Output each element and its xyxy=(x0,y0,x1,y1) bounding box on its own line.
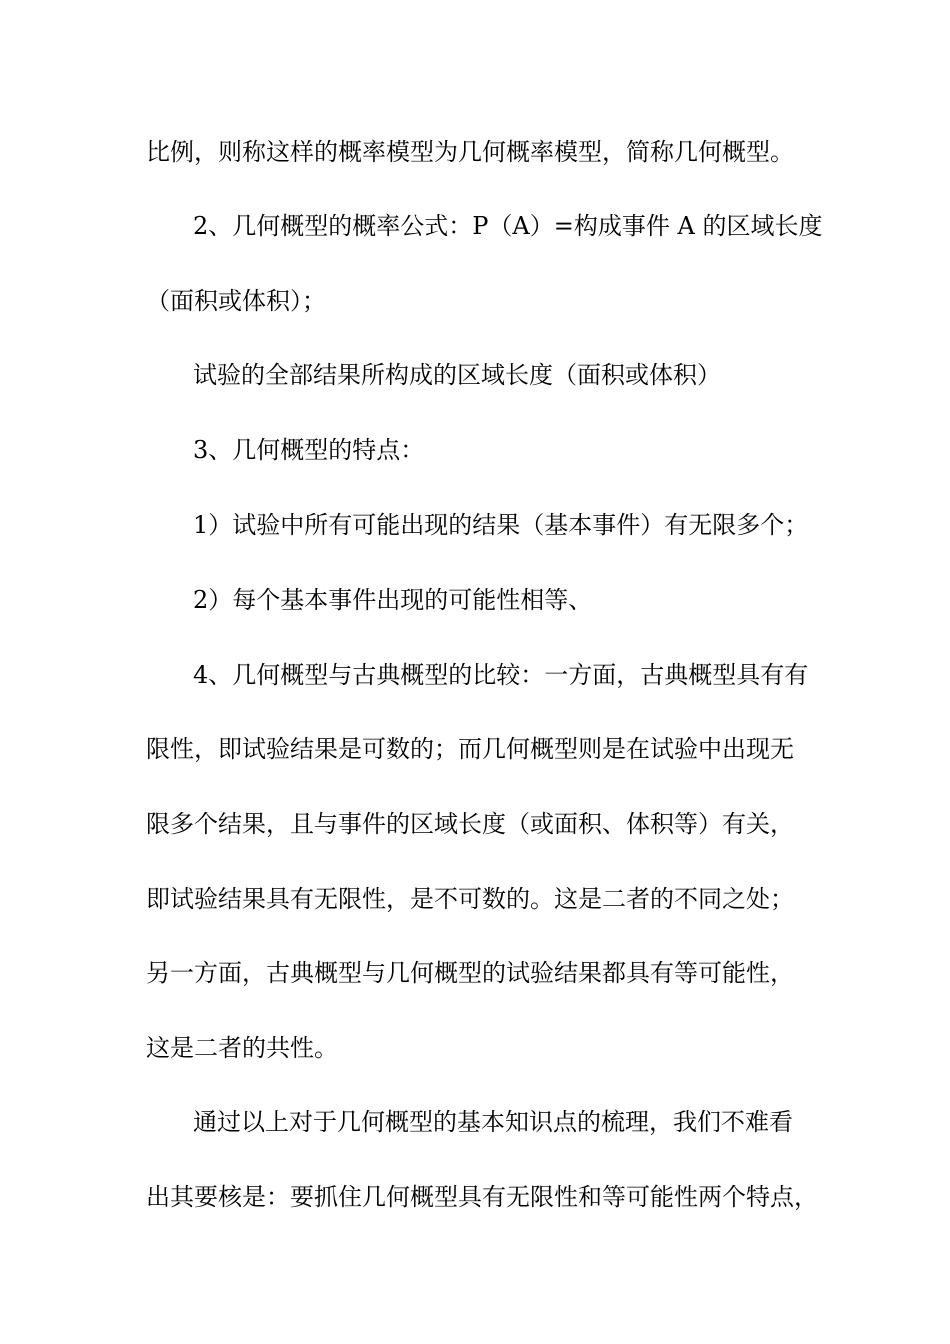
text-line: 限多个结果，且与事件的区域长度（或面积、体积等）有关， xyxy=(146,810,794,838)
text-line: 比例，则称这样的概率模型为几何概率模型，简称几何概型。 xyxy=(146,138,794,166)
text-line: （面积或体积）； xyxy=(146,287,326,315)
text-line: 通过以上对于几何概型的基本知识点的梳理，我们不难看 xyxy=(193,1108,793,1136)
text-line: 3、几何概型的特点： xyxy=(193,436,425,464)
text-line: 试验的全部结果所构成的区域长度（面积或体积） xyxy=(193,361,721,389)
text-line: 限性，即试验结果是可数的；而几何概型则是在试验中出现无 xyxy=(146,735,794,763)
text-line: 2）每个基本事件出现的可能性相等、 xyxy=(193,586,593,614)
text-line: 4、几何概型与古典概型的比较：一方面，古典概型具有有 xyxy=(193,661,809,689)
text-line: 即试验结果具有无限性，是不可数的。这是二者的不同之处； xyxy=(146,885,794,913)
text-line: 这是二者的共性。 xyxy=(146,1034,338,1062)
text-line: 出其要核是：要抓住几何概型具有无限性和等可能性两个特点， xyxy=(146,1183,818,1211)
text-line: 1）试验中所有可能出现的结果（基本事件）有无限多个； xyxy=(193,511,809,539)
text-line: 2、几何概型的概率公式：P（A）=构成事件 A 的区域长度 xyxy=(193,212,823,240)
text-line: 另一方面，古典概型与几何概型的试验结果都具有等可能性， xyxy=(146,959,794,987)
